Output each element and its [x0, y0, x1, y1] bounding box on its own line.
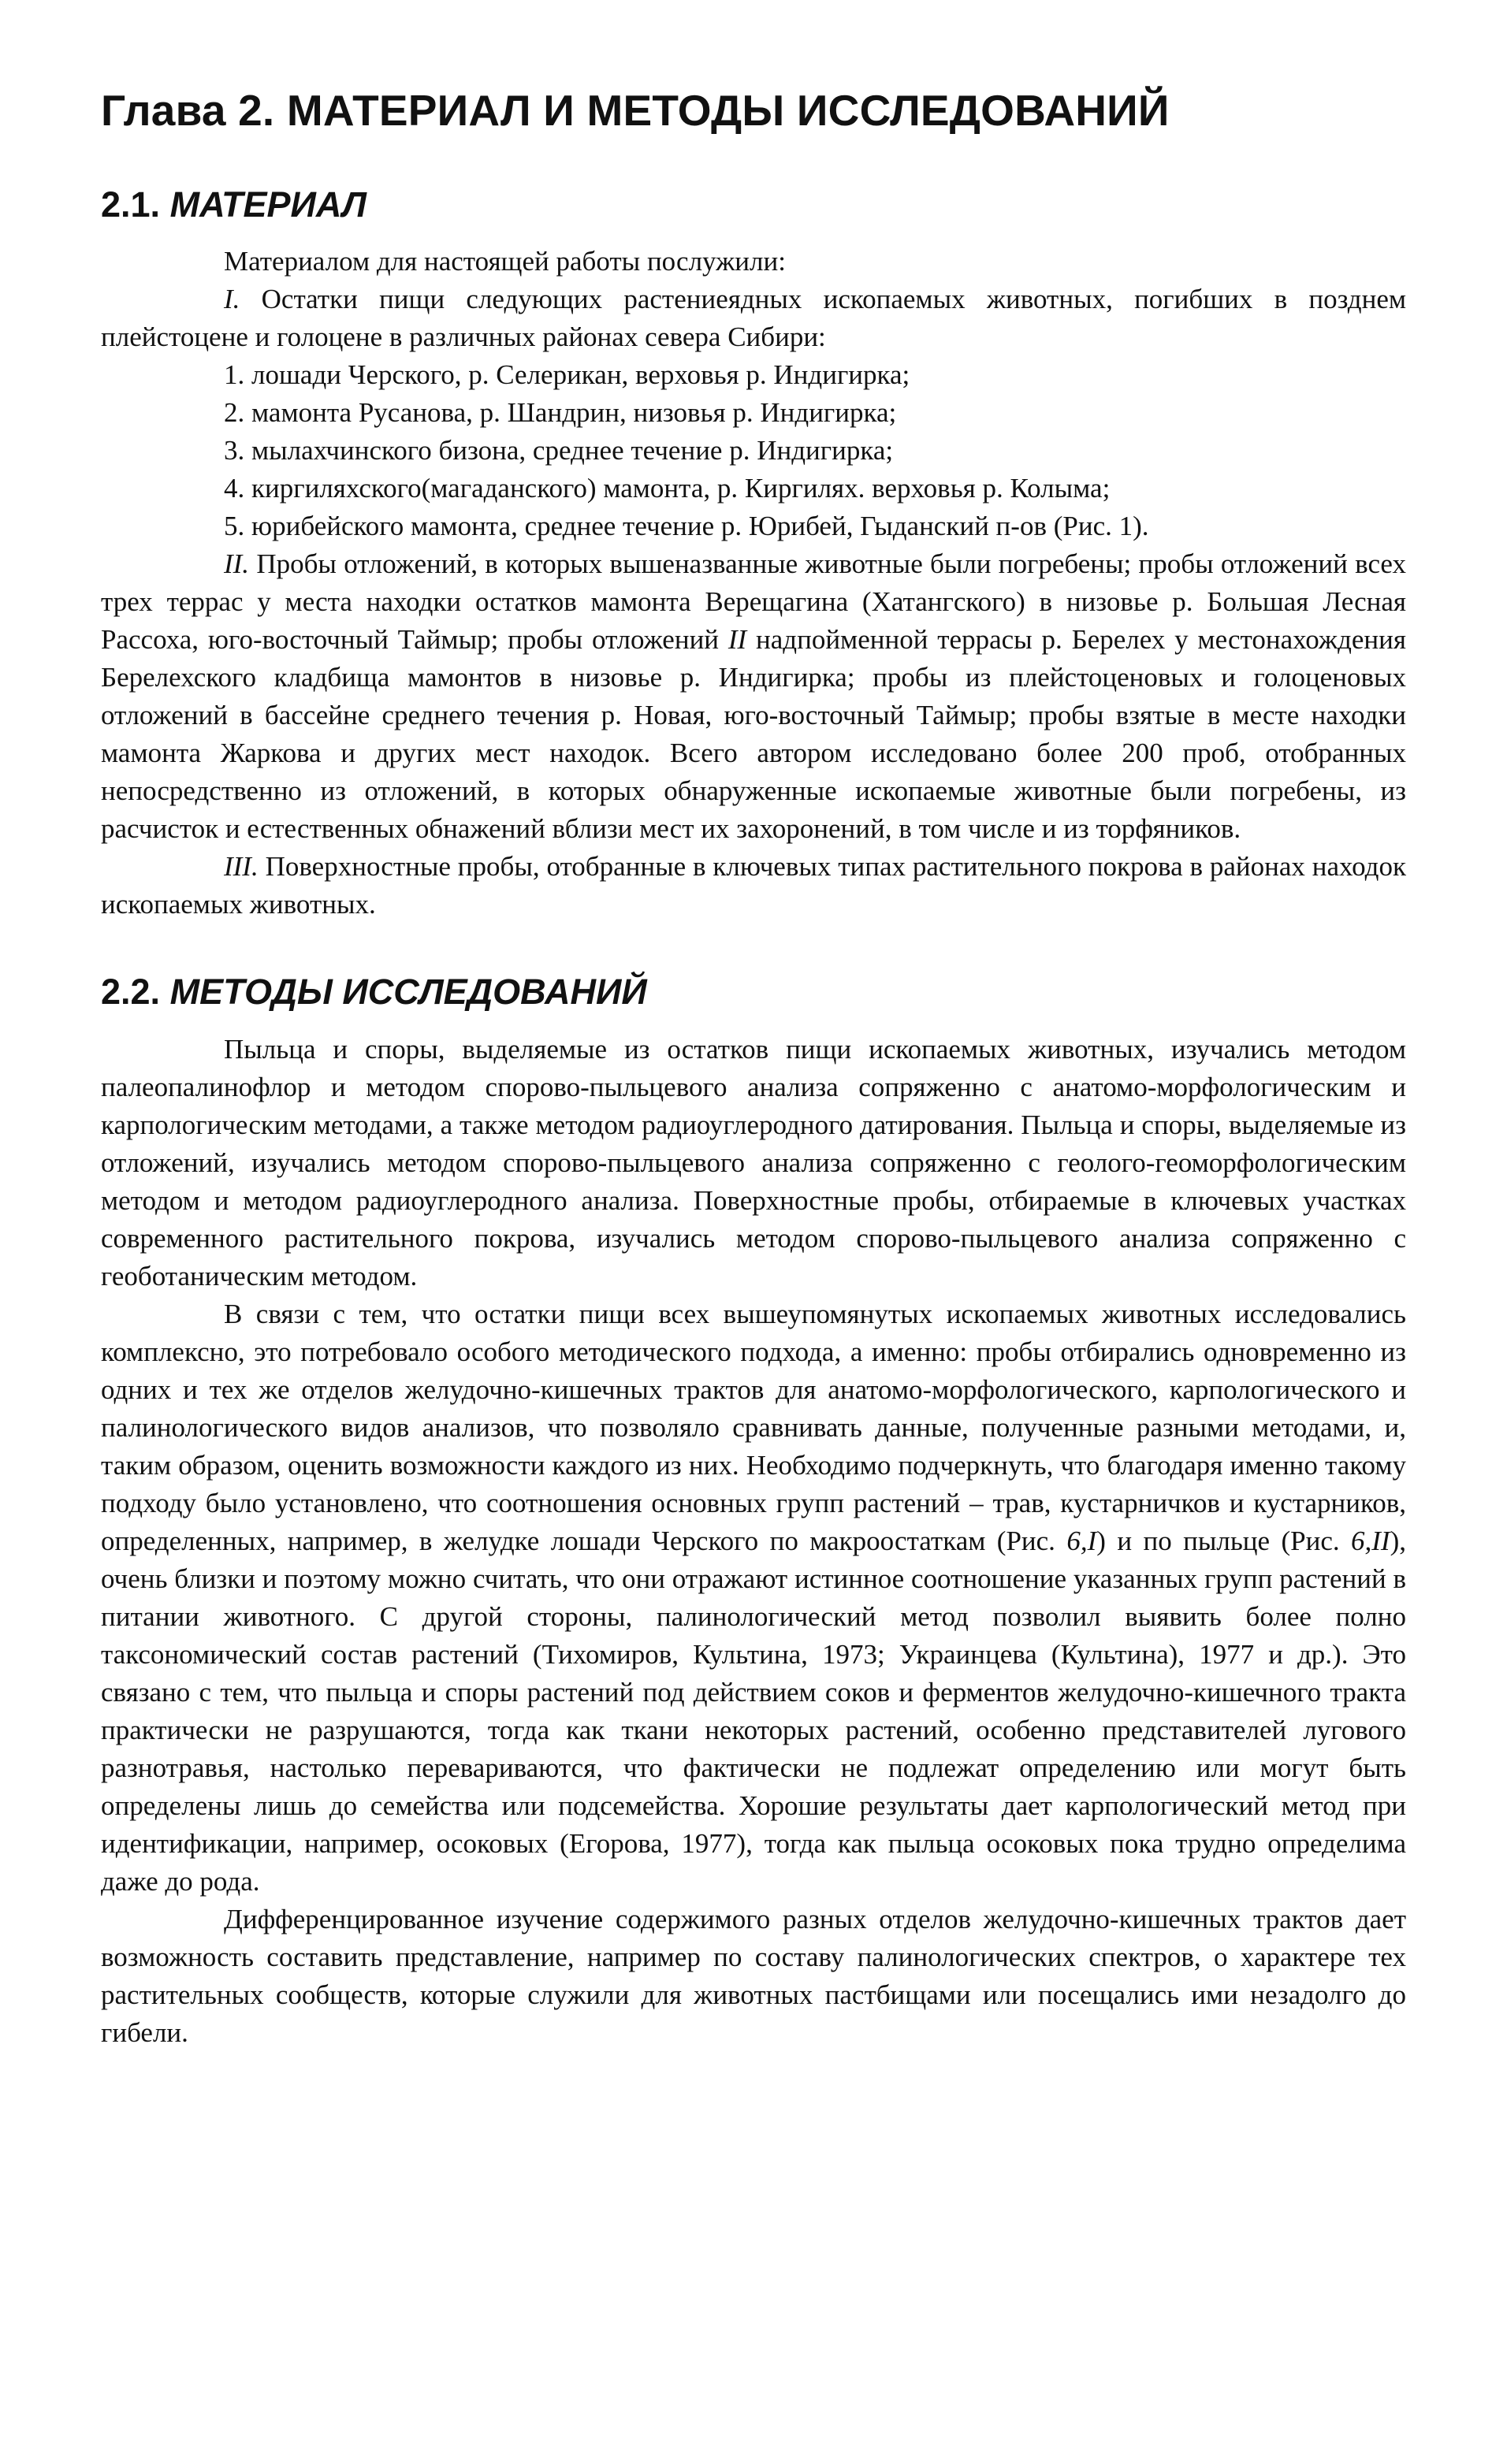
section-number: 2.1.: [101, 184, 161, 225]
section-heading-methods: [101, 972, 1406, 1012]
section-number: 2.2.: [101, 972, 161, 1012]
animal-list-item: 3. мылахчинского бизона, среднее течение р. Индигирка;: [224, 435, 894, 466]
section-title: МЕТОДЫ ИССЛЕДОВАНИЙ: [169, 972, 647, 1012]
figure-reference: 6,I: [1066, 1525, 1097, 1556]
terrace-roman-numeral: II: [727, 624, 747, 655]
figure-reference: 6,II: [1351, 1525, 1390, 1556]
chapter-title: Глава 2. МАТЕРИАЛ И МЕТОДЫ ИССЛЕДОВАНИЙ: [101, 86, 1170, 135]
roman-numeral: II.: [224, 548, 250, 579]
methods-paragraph-2-part-a: В связи с тем, что остатки пищи всех вышеупомянутых ископаемых животных исследовались комплексно, это потребовало особого методического подхода, а именно: пробы отбирались одновременно из одних и тех же отделов желудочно-кишечных трактов для анатомо-морфологического, карпологического и палинологического видов анализов, что позволяло сравнивать данные, полученные разными методами, и, таким образом, оценить возможности каждого из них. Необходимо подчеркнуть, что благодаря именно такому подходу было установлено, что соотношения основных групп растений – трав, кустарничков и кустарников, определенных, например, в желудке лошади Черского по макроостаткам (Рис.: [101, 1298, 1406, 1556]
section-heading-material: [101, 185, 1406, 225]
material-item-3-text: Поверхностные пробы, отобранные в ключевых типах растительного покрова в районах находок ископаемых животных.: [101, 851, 1406, 920]
material-intro: Материалом для настоящей работы послужили:: [224, 246, 786, 277]
methods-paragraph-3: Дифференцированное изучение содержимого разных отделов желудочно-кишечных трактов дает возможность составить представление, например по составу палинологических спектров, о характере тех растительных сообществ, которые служили для животных пастбищами или посещались ими незадолго до гибели.: [101, 1903, 1406, 2048]
methods-paragraph-1: Пыльца и споры, выделяемые из остатков пищи ископаемых животных, изучались методом палеопалинофлор и методом спорово-пыльцевого анализа сопряженно с анатомо-морфологическим и карпологическим методами, а также методом радиоуглеродного датирования. Пыльца и споры, выделяемые из отложений, изучались методом спорово-пыльцевого анализа сопряженно с геолого-геоморфологическим методом и методом радиоуглеродного анализа. Поверхностные пробы, отбираемые в ключевых участках современного растительного покрова, изучались методом спорово-пыльцевого анализа сопряженно с геоботаническим методом.: [101, 1033, 1406, 1291]
material-item-2-text-a: Пробы отложений, в которых вышеназванные животные были погребены; пробы отложений всех трех террас у места находки остатков мамонта Верещагина (Хатангского) в низовье р. Большая Лесная Рассоха, юго-восточный Таймыр; пробы отложений: [101, 548, 1406, 655]
section-title: МАТЕРИАЛ: [169, 184, 367, 225]
animal-list-item: 2. мамонта Русанова, р. Шандрин, низовья р. Индигирка;: [224, 397, 897, 428]
methods-paragraph-2-part-b: ) и по пыльце (Рис.: [1096, 1525, 1340, 1556]
animal-list-item: 4. киргиляхского(магаданского) мамонта, р. Киргилях. верховья р. Колыма;: [224, 473, 1111, 504]
material-item-2: [101, 545, 1406, 848]
roman-numeral: III.: [224, 851, 259, 882]
methods-paragraph-2-part-c: ), очень близки и поэтому можно считать, что они отражают истинное соотношение указанных групп растений в питании животного. С другой стороны, палинологический метод позволил выявить более полно таксономический состав растений (Тихомиров, Культина, 1973; Украинцева (Культина), 1977 и др.). Это связано с тем, что пыльца и споры растений под действием соков и ферментов желудочно-кишечного тракта практически не разрушаются, тогда как ткани некоторых растений, особенно представителей лугового разнотравья, настолько перевариваются, что фактически не подлежат определению или могут быть определены лишь до семейства или подсемейства. Хорошие результаты дает карпологический метод при идентификации, например, осоковых (Егорова, 1977), тогда как пыльца осоковых пока трудно определима даже до рода.: [101, 1525, 1406, 1897]
animal-list-item: 1. лошади Черского, р. Селерикан, верховья р. Индигирка;: [224, 359, 910, 390]
material-item-1: [101, 281, 1406, 356]
material-item-1-text: Остатки пищи следующих растениеядных ископаемых животных, погибших в позднем плейстоцене и голоцене в различных районах севера Сибири:: [101, 284, 1406, 352]
animal-list-item: 5. юрибейского мамонта, среднее течение р. Юрибей, Гыданский п-ов (Рис. 1).: [224, 511, 1149, 541]
methods-paragraph-2: [101, 1295, 1406, 1901]
material-item-2-text-b: надпойменной террасы р. Берелех у местонахождения Берелехского кладбища мамонтов в низовье р. Индигирка; пробы из плейстоценовых и голоценовых отложений в бассейне среднего течения р. Новая, юго-восточный Таймыр; пробы взятые в месте находки мамонта Жаркова и других мест находок. Всего автором исследовано более 200 проб, отобранных непосредственно из отложений, в которых обнаруженные ископаемые животные были погребены, из расчисток и естественных обнажений вблизи мест их захоронений, в том числе и из торфяников.: [101, 624, 1406, 844]
material-item-3: [101, 848, 1406, 924]
roman-numeral: I.: [224, 284, 240, 314]
page-content: [101, 87, 1406, 2052]
